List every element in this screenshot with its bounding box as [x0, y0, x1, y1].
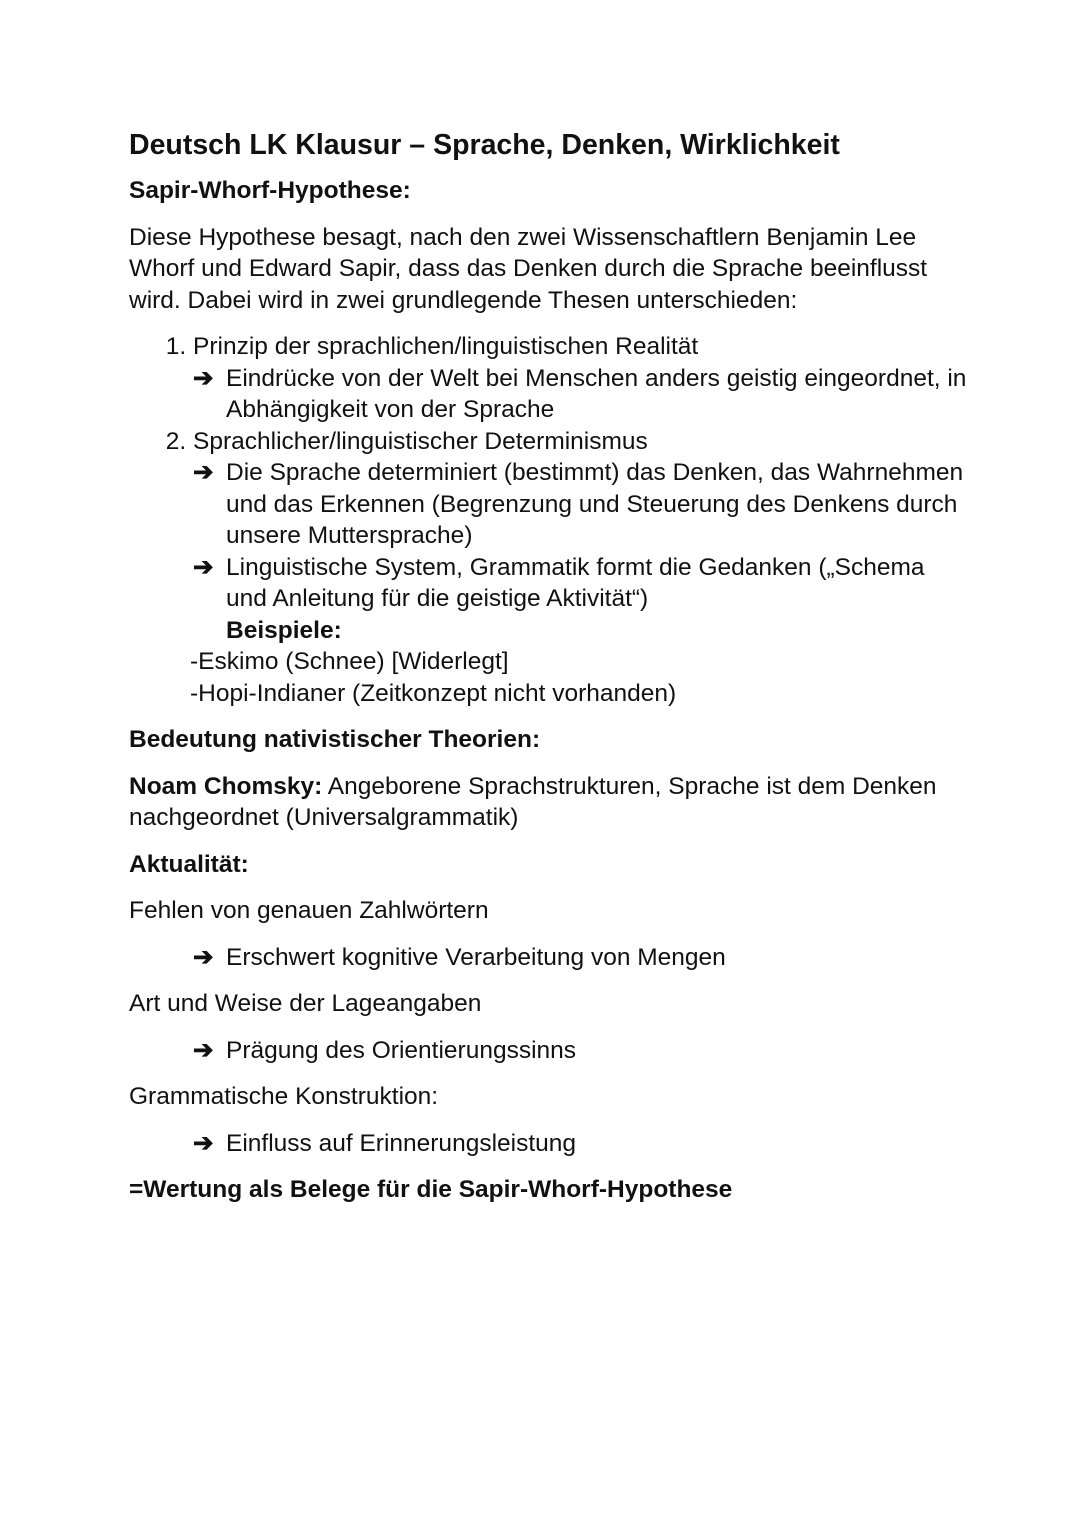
- right-arrow-icon: ➔: [193, 1129, 214, 1157]
- thesis-item: [193, 331, 969, 426]
- thesis-point-text: Eindrücke von der Welt bei Menschen anders geistig eingeordnet, in Abhängigkeit von der Sprache: [226, 364, 967, 423]
- relevance-effect-text: Prägung des Orientierungssinns: [226, 1036, 577, 1064]
- relevance-item-effect: [129, 1035, 969, 1067]
- theses-list: [129, 331, 969, 709]
- thesis-point: [193, 552, 969, 615]
- relevance-item-label: Art und Weise der Lageangaben: [129, 990, 482, 1017]
- relevance-heading: Aktualität:: [129, 850, 249, 878]
- conclusion: =Wertung als Belege für die Sapir-Whorf-Hypothese: [129, 1176, 733, 1203]
- thesis-point-text: Linguistische System, Grammatik formt die Gedanken („Schema und Anleitung für die geistige Aktivität“): [226, 553, 925, 612]
- thesis-title: 1. Prinzip der sprachlichen/linguistischen Realität: [193, 333, 699, 360]
- sapir-whorf-heading: Sapir-Whorf-Hypothese:: [129, 177, 411, 204]
- nativism-heading: Bedeutung nativistischer Theorien:: [129, 726, 541, 753]
- example-item: -Hopi-Indianer (Zeitkonzept nicht vorhanden): [190, 679, 677, 707]
- relevance-effect-text: Einfluss auf Erinnerungsleistung: [226, 1129, 577, 1157]
- thesis-item: [190, 426, 969, 710]
- example-item: -Eskimo (Schnee) [Widerlegt]: [190, 648, 509, 675]
- right-arrow-icon: ➔: [193, 943, 214, 971]
- nativism-paragraph: [129, 771, 969, 834]
- right-arrow-icon: ➔: [193, 553, 214, 581]
- document-page: [129, 127, 969, 1221]
- relevance-item-effect: [129, 1128, 969, 1160]
- relevance-item-label: Fehlen von genauen Zahlwörtern: [129, 897, 489, 924]
- nativism-text: Angeborene Sprachstrukturen, Sprache ist dem Denken nachgeordnet (Universalgrammatik): [129, 772, 937, 831]
- relevance-item-label: Grammatische Konstruktion:: [129, 1083, 439, 1110]
- relevance-item-effect: [129, 942, 969, 974]
- thesis-point-text: Die Sprache determiniert (bestimmt) das Denken, das Wahrnehmen und das Erkennen (Begrenzung und Steuerung des Denkens durch unsere Muttersprache): [226, 459, 964, 549]
- examples-label: Beispiele:: [226, 616, 342, 644]
- thesis-title: 2. Sprachlicher/linguistischer Determinismus: [193, 427, 648, 455]
- sapir-whorf-intro: Diese Hypothese besagt, nach den zwei Wissenschaftlern Benjamin Lee Whorf und Edward Sapir, dass das Denken durch die Sprache beeinflusst wird. Dabei wird in zwei grundlegende Thesen unterschieden:: [129, 223, 928, 314]
- nativism-person: Noam Chomsky:: [129, 772, 323, 800]
- right-arrow-icon: ➔: [193, 459, 214, 486]
- right-arrow-icon: ➔: [193, 364, 214, 392]
- relevance-effect-text: Erschwert kognitive Verarbeitung von Mengen: [226, 943, 726, 971]
- thesis-point: [193, 457, 969, 552]
- document-title: Deutsch LK Klausur – Sprache, Denken, Wirklichkeit: [129, 129, 840, 161]
- right-arrow-icon: ➔: [193, 1036, 214, 1064]
- thesis-point: [193, 363, 969, 426]
